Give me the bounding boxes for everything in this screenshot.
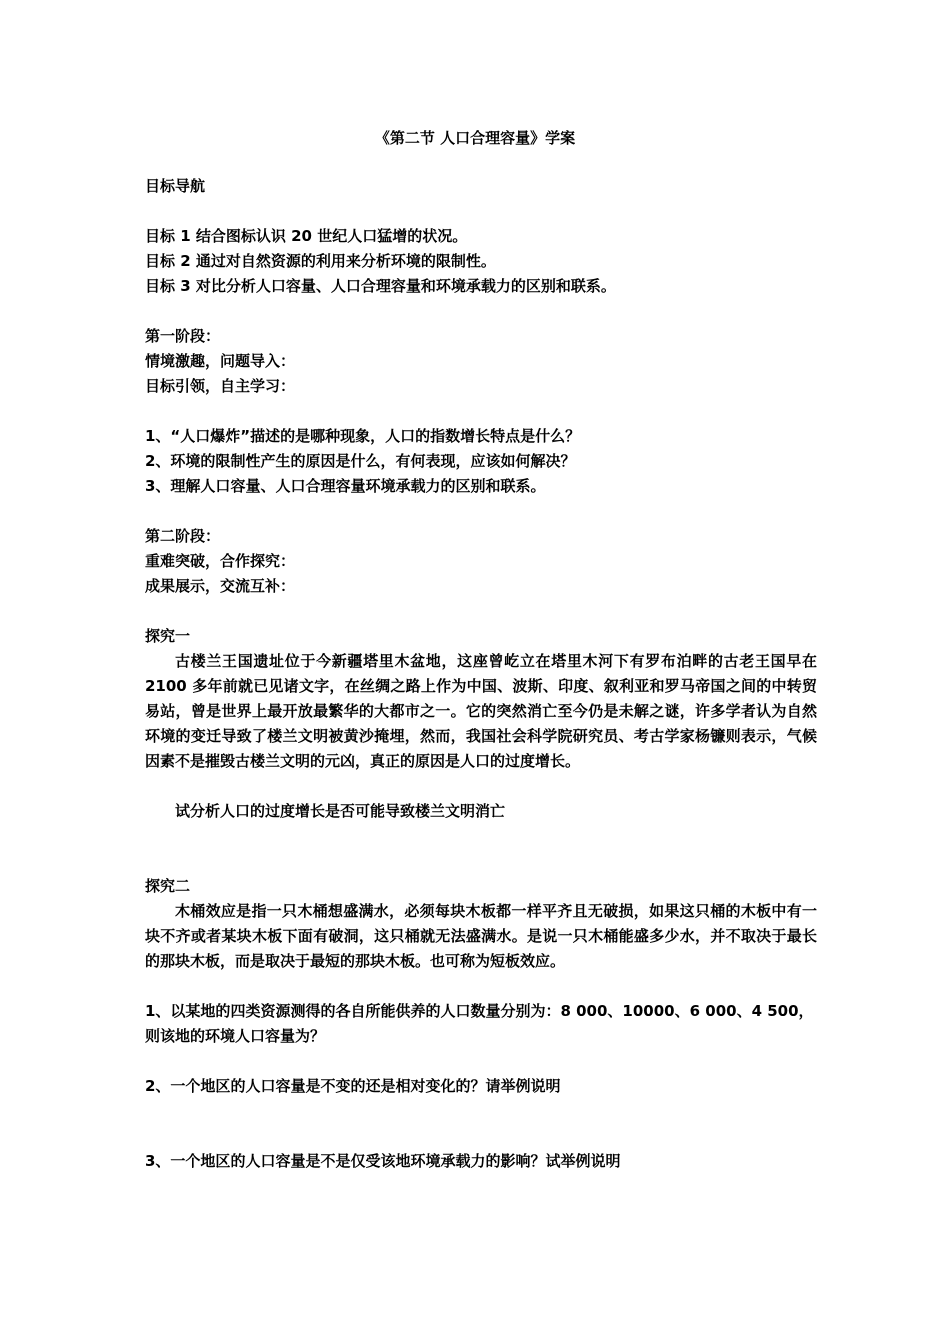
spacer <box>145 499 817 524</box>
stage1-line-1: 情境激趣，问题导入： <box>145 352 296 370</box>
stage1-question-1: 1、“人口爆炸”描述的是哪种现象，人口的指数增长特点是什么？ <box>145 427 581 445</box>
stage2-line-2: 成果展示，交流互补： <box>145 577 296 595</box>
inquiry2-question-1: 1、以某地的四类资源测得的各自所能供养的人口数量分别为：8 000、10000、6 000、4 500，则该地的环境人口容量为？ <box>145 1002 814 1045</box>
spacer <box>145 299 817 324</box>
inquiry1-paragraph: 古楼兰王国遗址位于今新疆塔里木盆地，这座曾屹立在塔里木河下有罗布泊畔的古老王国早在 2100 多年前就已见诸文字，在丝绸之路上作为中国、波斯、印度、叙利亚和罗马帝国之间的中转贸易站，曾是世界上最开放最繁华的大都市之一。它的突然消亡至今仍是未解之谜，许多学者认为自然环境的变迁导致了楼兰文明被黄沙掩埋，然而，我国社会科学院研究员、考古学家杨镰则表示，气候因素不是摧毁古楼兰文明的元凶，真正的原因是人口的过度增长。 <box>145 652 817 770</box>
goal-heading: 目标导航 <box>145 177 206 195</box>
spacer <box>145 974 817 999</box>
spacer <box>145 399 817 424</box>
inquiry1-heading: 探究一 <box>145 627 191 645</box>
spacer <box>145 1099 817 1149</box>
goal-1: 目标 1 结合图标认识 20 世纪人口猛增的状况。 <box>145 227 468 245</box>
stage1-heading: 第一阶段： <box>145 327 221 345</box>
inquiry1-question: 试分析人口的过度增长是否可能导致楼兰文明消亡 <box>175 802 506 820</box>
spacer <box>145 824 817 874</box>
stage1-question-3: 3、理解人口容量、人口合理容量环境承载力的区别和联系。 <box>145 477 546 495</box>
stage1-question-2: 2、环境的限制性产生的原因是什么，有何表现，应该如何解决？ <box>145 452 576 470</box>
goal-2: 目标 2 通过对自然资源的利用来分析环境的限制性。 <box>145 252 496 270</box>
stage2-heading: 第二阶段： <box>145 527 221 545</box>
stage1-line-2: 目标引领，自主学习： <box>145 377 296 395</box>
stage2-line-1: 重难突破，合作探究： <box>145 552 296 570</box>
inquiry2-paragraph: 木桶效应是指一只木桶想盛满水，必须每块木板都一样平齐且无破损，如果这只桶的木板中有一块不齐或者某块木板下面有破洞，这只桶就无法盛满水。是说一只木桶能盛多少水，并不取决于最长的那块木板，而是取决于最短的那块木板。也可称为短板效应。 <box>145 902 817 970</box>
spacer <box>145 599 817 624</box>
inquiry2-heading: 探究二 <box>145 877 191 895</box>
inquiry2-question-3: 3、一个地区的人口容量是不是仅受该地环境承载力的影响？试举例说明 <box>145 1152 621 1170</box>
document-title: 《第二节 人口合理容量》学案 <box>374 129 576 147</box>
spacer <box>145 774 817 799</box>
spacer <box>145 1049 817 1074</box>
document-body <box>145 174 817 1174</box>
spacer <box>145 199 817 224</box>
inquiry2-question-2: 2、一个地区的人口容量是不变的还是相对变化的？请举例说明 <box>145 1077 561 1095</box>
goal-3: 目标 3 对比分析人口容量、人口合理容量和环境承载力的区别和联系。 <box>145 277 616 295</box>
